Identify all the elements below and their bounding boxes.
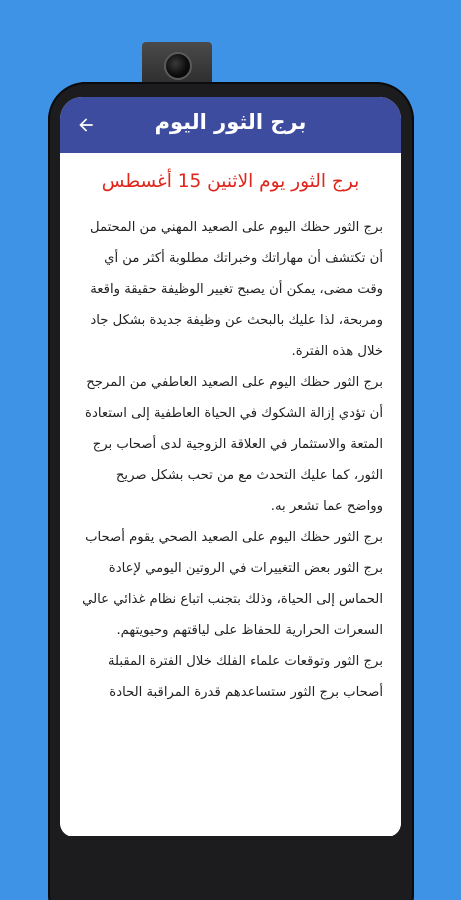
camera-lens-icon xyxy=(164,52,192,80)
paragraph-professional: برج الثور حظك اليوم على الصعيد المهني من المحتمل أن تكتشف أن مهاراتك وخبراتك مطلوبة أكثر من أي وقت مضى، يمكن أن يصبح تغيير الوظيفة حقيقة واقعة ومربحة، لذا عليك بالبحث عن وظيفة جديدة بشكل جاد خلال هذه الفترة. xyxy=(89,220,383,359)
phone-screen xyxy=(60,97,401,837)
phone-bottom-bezel xyxy=(60,836,401,848)
article-body xyxy=(76,212,383,708)
paragraph-emotional: برج الثور حظك اليوم على الصعيد العاطفي من المرجح أن تؤدي إزالة الشكوك في الحياة العاطفية إلى استعادة المتعة والاستثمار في العلاقة الزوجية لدى أصحاب برج الثور، كما عليك التحدث مع من تحب بشكل صريح وواضح عما تشعر به. xyxy=(85,375,383,514)
paragraph-forecast: برج الثور وتوقعات علماء الفلك خلال الفترة المقبلة أصحاب برج الثور ستساعدهم قدرة المراقبة الحادة xyxy=(107,654,383,700)
page-title: برج الثور اليوم xyxy=(154,110,307,134)
article-content[interactable] xyxy=(60,153,401,837)
article-heading: برج الثور يوم الاثنين 15 أغسطس xyxy=(101,171,360,192)
paragraph-health: برج الثور حظك اليوم على الصعيد الصحي يقوم أصحاب برج الثور بعض التغييرات في الروتين اليومي لإعادة الحماس إلى الحياة، وذلك بتجنب اتباع نظام غذائي عالي السعرات الحرارية للحفاظ على لياقتهم وحيويتهم. xyxy=(82,530,383,638)
app-bar xyxy=(60,97,401,153)
